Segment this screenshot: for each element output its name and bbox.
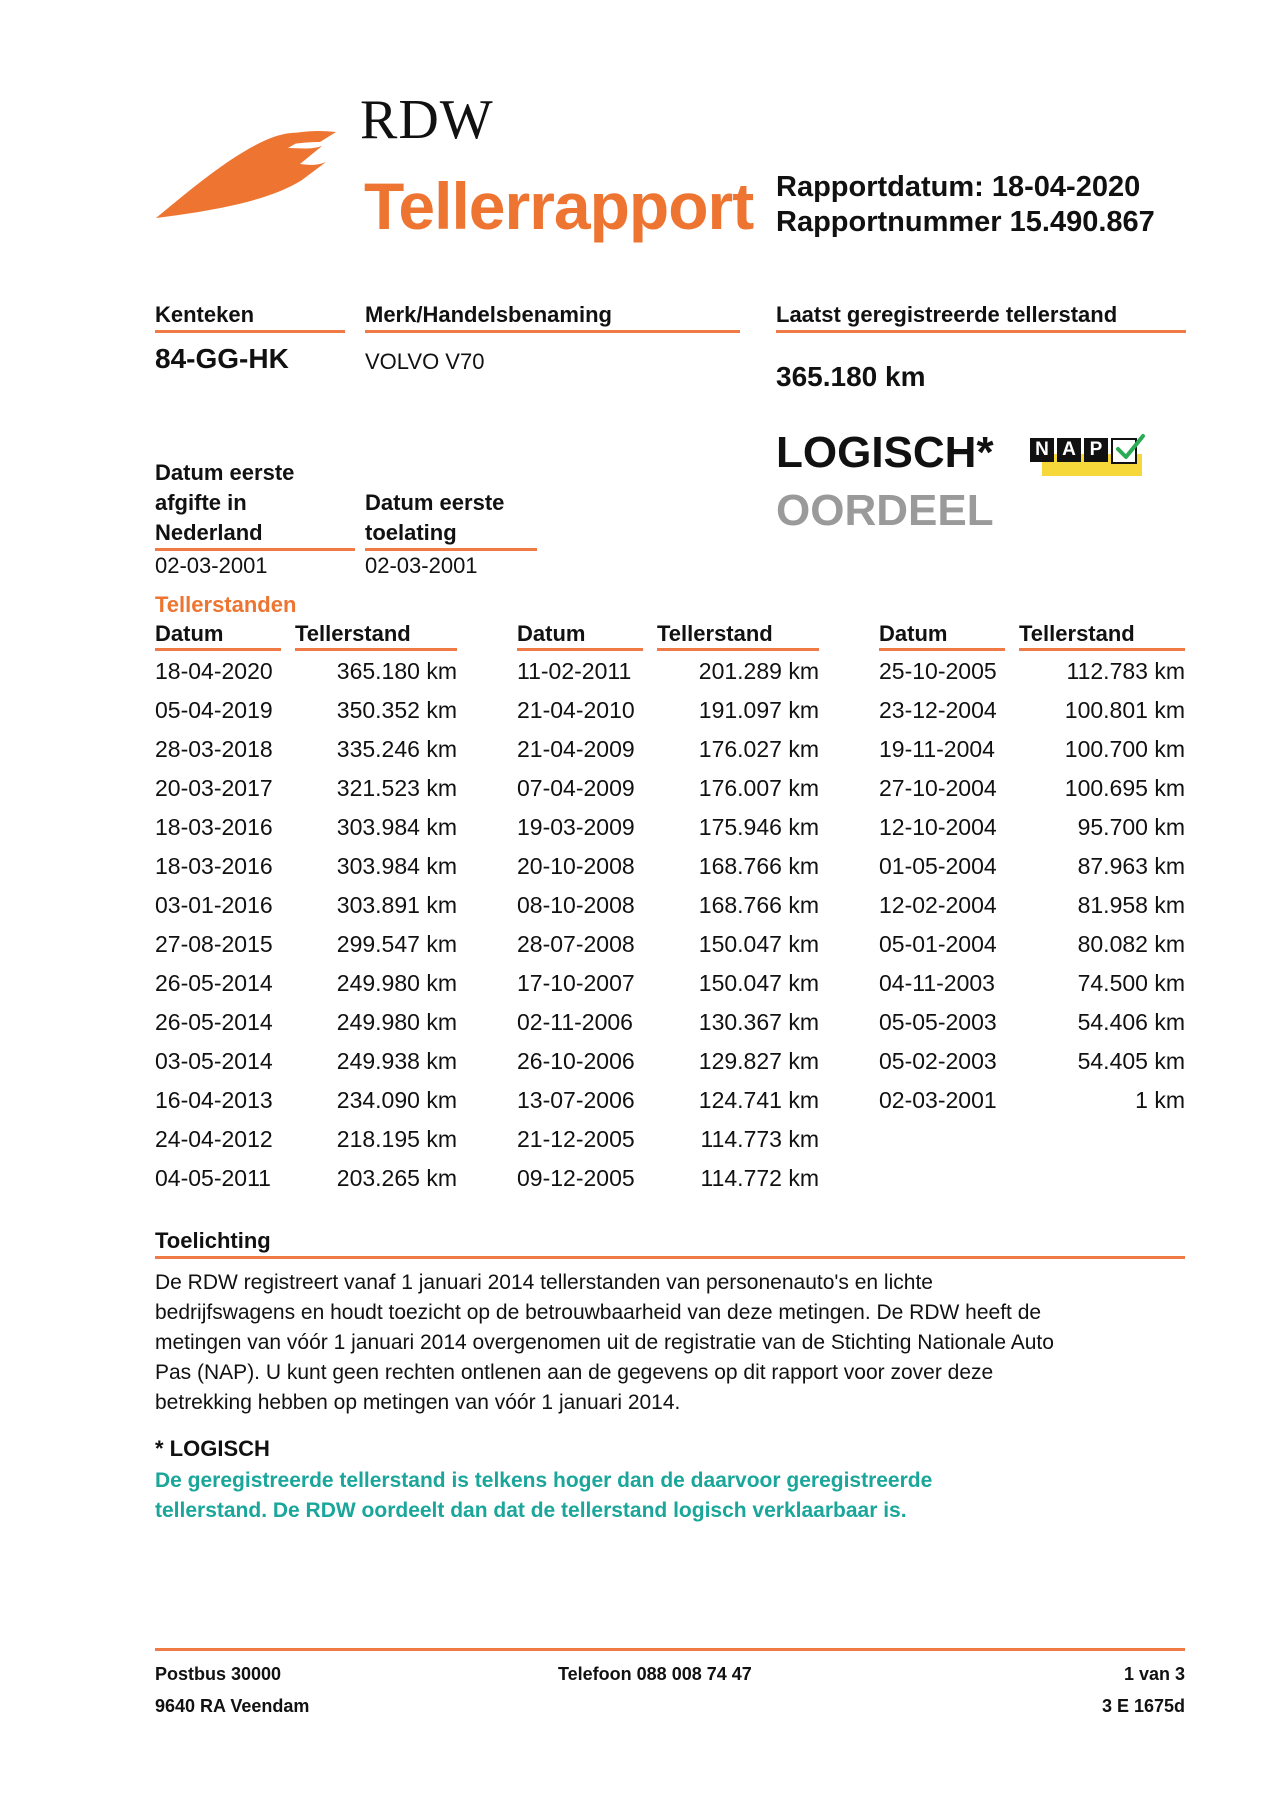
reading-km: 74.500 km [1077, 970, 1185, 996]
reading-km: 176.027 km [698, 736, 819, 762]
merk-label: Merk/Handelsbenaming [365, 300, 740, 333]
reading-date: 26-05-2014 [155, 970, 273, 996]
footer-phone: Telefoon 088 008 74 47 [558, 1664, 752, 1684]
table-row [517, 1120, 837, 1159]
table-row [879, 769, 1199, 808]
logisch-note-title: * LOGISCH [155, 1436, 270, 1461]
rdw-logo-icon [150, 118, 340, 226]
table-row [879, 1003, 1199, 1042]
reading-date: 20-10-2008 [517, 853, 635, 879]
table-row [879, 886, 1199, 925]
readings-column-1 [155, 620, 475, 1198]
reading-km: 218.195 km [336, 1126, 457, 1152]
reading-km: 100.801 km [1064, 697, 1185, 723]
report-date: Rapportdatum: 18-04-2020 [776, 171, 1141, 203]
reading-date: 21-04-2009 [517, 736, 635, 762]
reading-date: 19-11-2004 [879, 736, 995, 762]
reading-km: 350.352 km [336, 697, 457, 723]
reading-date: 11-02-2011 [517, 658, 632, 684]
reading-km: 124.741 km [698, 1087, 819, 1113]
readings-column-3 [879, 620, 1199, 1120]
reading-date: 28-07-2008 [517, 931, 635, 957]
reading-km: 234.090 km [336, 1087, 457, 1113]
table-row [155, 1159, 475, 1198]
table-row [155, 769, 475, 808]
reading-km: 303.984 km [336, 814, 457, 840]
reading-date: 24-04-2012 [155, 1126, 273, 1152]
reading-km: 299.547 km [336, 931, 457, 957]
table-row [155, 691, 475, 730]
kenteken-label: Kenteken [155, 300, 345, 333]
reading-km: 150.047 km [698, 931, 819, 957]
logo-text: RDW [360, 89, 494, 151]
reading-km: 203.265 km [336, 1165, 457, 1191]
table-row [155, 1003, 475, 1042]
reading-km: 176.007 km [698, 775, 819, 801]
reading-date: 12-10-2004 [879, 814, 997, 840]
reading-km: 80.082 km [1077, 931, 1185, 957]
reading-date: 01-05-2004 [879, 853, 997, 879]
table-row [517, 847, 837, 886]
col-value-header: Tellerstand [295, 620, 457, 651]
table-row [517, 691, 837, 730]
reading-date: 28-03-2018 [155, 736, 273, 762]
table-row [517, 964, 837, 1003]
reading-km: 321.523 km [336, 775, 457, 801]
reading-date: 05-01-2004 [879, 931, 997, 957]
table-row [517, 730, 837, 769]
merk-value: VOLVO V70 [365, 349, 485, 374]
reading-km: 365.180 km [336, 658, 457, 684]
table-row [517, 1081, 837, 1120]
reading-km: 335.246 km [336, 736, 457, 762]
verdict-logisch: LOGISCH* [776, 428, 994, 477]
toelating-value: 02-03-2001 [365, 553, 478, 578]
reading-date: 05-04-2019 [155, 697, 273, 723]
reading-date: 27-10-2004 [879, 775, 997, 801]
col-value-header: Tellerstand [657, 620, 819, 651]
table-row [517, 886, 837, 925]
reading-km: 100.700 km [1064, 736, 1185, 762]
table-row [155, 964, 475, 1003]
col-date-header: Datum [879, 620, 1005, 651]
reading-date: 03-01-2016 [155, 892, 273, 918]
reading-date: 04-11-2003 [879, 970, 995, 996]
toelating-label: Datum eerste toelating [365, 488, 537, 551]
reading-km: 249.938 km [336, 1048, 457, 1074]
reading-km: 249.980 km [336, 970, 457, 996]
reading-date: 27-08-2015 [155, 931, 273, 957]
table-row [155, 925, 475, 964]
readings-title: Tellerstanden [155, 592, 297, 617]
toelichting-title: Toelichting [155, 1226, 1185, 1259]
table-row [879, 847, 1199, 886]
reading-date: 23-12-2004 [879, 697, 997, 723]
reading-km: 100.695 km [1064, 775, 1185, 801]
col-date-header: Datum [155, 620, 281, 651]
reading-km: 303.891 km [336, 892, 457, 918]
reading-date: 17-10-2007 [517, 970, 635, 996]
table-row [155, 1120, 475, 1159]
reading-km: 87.963 km [1077, 853, 1185, 879]
reading-date: 18-04-2020 [155, 658, 273, 684]
table-row [517, 1159, 837, 1198]
reading-date: 02-11-2006 [517, 1009, 633, 1035]
table-row [879, 1042, 1199, 1081]
col-value-header: Tellerstand [1019, 620, 1185, 651]
reading-date: 18-03-2016 [155, 853, 273, 879]
table-row [517, 652, 837, 691]
reading-km: 95.700 km [1077, 814, 1185, 840]
reading-km: 150.047 km [698, 970, 819, 996]
reading-km: 201.289 km [698, 658, 819, 684]
table-row [155, 1042, 475, 1081]
reading-km: 112.783 km [1066, 658, 1185, 684]
table-row [517, 925, 837, 964]
reading-date: 26-05-2014 [155, 1009, 273, 1035]
reading-km: 1 km [1135, 1087, 1185, 1113]
footer-divider [155, 1648, 1185, 1651]
table-row [879, 730, 1199, 769]
table-row [155, 847, 475, 886]
table-row [879, 925, 1199, 964]
toelichting-text: De RDW registreert vanaf 1 januari 2014 tellerstanden van personenauto's en lichte bedrijfswagens en houdt toezicht op de betrouwbaarheid van deze metingen. De RDW heeft de metingen van vóór 1 januari 2014 overgenomen uit de registratie van de Stichting Nationale Auto Pas (NAP). U kunt geen rechten ontlenen aan de gegevens op dit rapport voor zover deze betrekking hebben op metingen van vóór 1 januari 2014. [155, 1271, 1054, 1414]
table-row [517, 769, 837, 808]
reading-km: 81.958 km [1077, 892, 1185, 918]
reading-km: 175.946 km [698, 814, 819, 840]
reading-km: 249.980 km [336, 1009, 457, 1035]
reading-date: 05-05-2003 [879, 1009, 997, 1035]
laatst-label: Laatst geregistreerde tellerstand [776, 300, 1186, 333]
reading-date: 03-05-2014 [155, 1048, 273, 1074]
table-row [517, 1003, 837, 1042]
reading-date: 09-12-2005 [517, 1165, 635, 1191]
table-row [879, 652, 1199, 691]
reading-km: 54.405 km [1077, 1048, 1185, 1074]
laatst-value: 365.180 km [776, 361, 926, 392]
reading-km: 168.766 km [698, 892, 819, 918]
table-row [155, 886, 475, 925]
table-row [155, 1081, 475, 1120]
reading-km: 114.772 km [700, 1165, 819, 1191]
reading-km: 191.097 km [698, 697, 819, 723]
reading-date: 08-10-2008 [517, 892, 635, 918]
afgifte-label: Datum eerste afgifte in Nederland [155, 458, 355, 551]
reading-date: 18-03-2016 [155, 814, 273, 840]
reading-km: 303.984 km [336, 853, 457, 879]
reading-date: 13-07-2006 [517, 1087, 635, 1113]
reading-date: 19-03-2009 [517, 814, 635, 840]
reading-km: 54.406 km [1077, 1009, 1185, 1035]
reading-km: 168.766 km [698, 853, 819, 879]
table-row [879, 691, 1199, 730]
check-icon [1114, 432, 1146, 464]
nap-badge-icon: N A P [1030, 432, 1145, 478]
report-number: Rapportnummer 15.490.867 [776, 206, 1155, 238]
footer-page-info: 1 van 3 3 E 1675d [1101, 1664, 1185, 1716]
reading-date: 07-04-2009 [517, 775, 635, 801]
reading-km: 129.827 km [698, 1048, 819, 1074]
table-row [517, 1042, 837, 1081]
logisch-note-text: De geregistreerde tellerstand is telkens hoger dan de daarvoor geregistreerde tellerstand. De RDW oordeelt dan dat de tellerstand logisch verklaarbaar is. [155, 1469, 933, 1522]
table-row [879, 964, 1199, 1003]
reading-km: 130.367 km [698, 1009, 819, 1035]
verdict-oordeel: OORDEEL [776, 486, 994, 535]
reading-date: 26-10-2006 [517, 1048, 635, 1074]
afgifte-value: 02-03-2001 [155, 553, 268, 578]
reading-km: 114.773 km [700, 1126, 819, 1152]
table-row [155, 808, 475, 847]
reading-date: 12-02-2004 [879, 892, 997, 918]
readings-column-2 [517, 620, 837, 1198]
reading-date: 05-02-2003 [879, 1048, 997, 1074]
table-row [517, 808, 837, 847]
table-row [155, 652, 475, 691]
kenteken-value: 84-GG-HK [155, 343, 289, 374]
reading-date: 25-10-2005 [879, 658, 997, 684]
reading-date: 04-05-2011 [155, 1165, 271, 1191]
reading-date: 20-03-2017 [155, 775, 273, 801]
table-row [879, 808, 1199, 847]
reading-date: 21-12-2005 [517, 1126, 635, 1152]
reading-date: 02-03-2001 [879, 1087, 997, 1113]
table-row [155, 730, 475, 769]
col-date-header: Datum [517, 620, 643, 651]
reading-date: 16-04-2013 [155, 1087, 273, 1113]
reading-date: 21-04-2010 [517, 697, 635, 723]
footer-address: Postbus 30000 9640 RA Veendam [155, 1664, 310, 1716]
table-row [879, 1081, 1199, 1120]
page-title: Tellerrapport [364, 169, 754, 243]
